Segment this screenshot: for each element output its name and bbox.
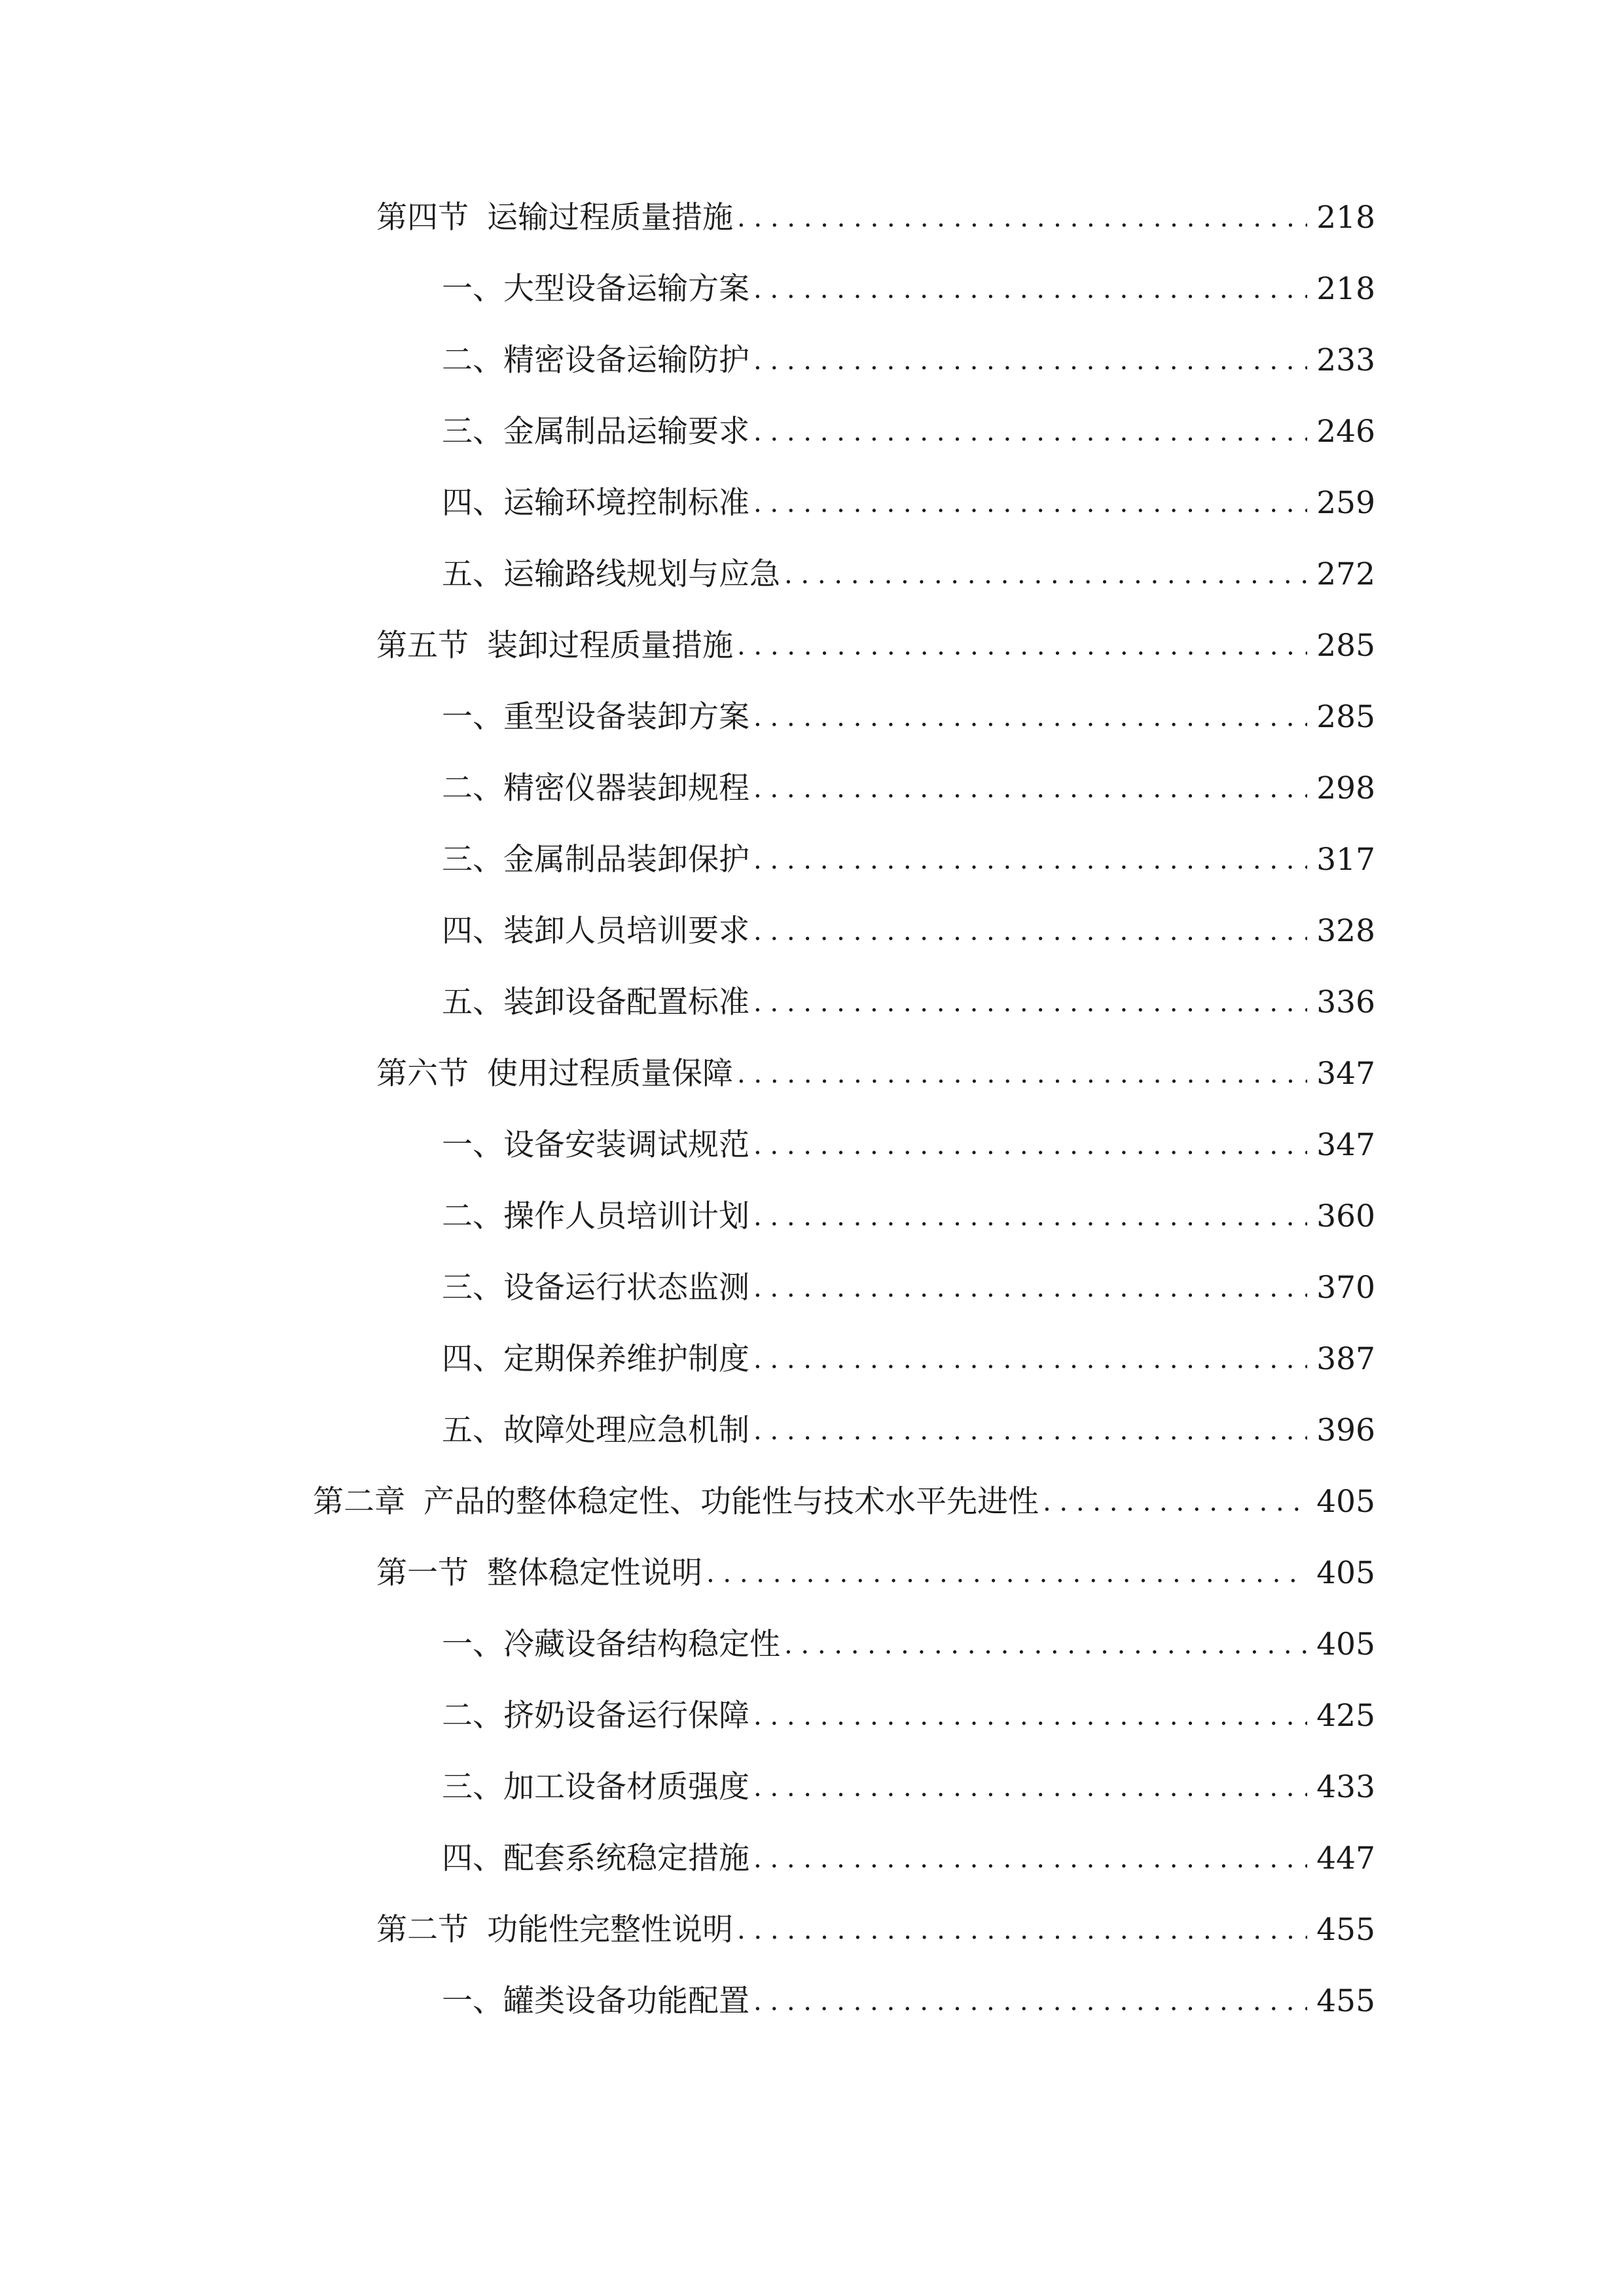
dot-leader <box>753 1405 1307 1457</box>
toc-page: 387 <box>1316 1341 1375 1377</box>
dot-leader <box>753 1262 1307 1314</box>
toc-number: 四、 <box>442 1341 503 1377</box>
toc-title: 金属制品装卸保护 <box>503 842 749 878</box>
toc-page: 233 <box>1316 342 1375 378</box>
toc-page: 370 <box>1316 1270 1375 1306</box>
toc-title: 整体稳定性说明 <box>487 1555 702 1591</box>
toc-number: 三、 <box>442 1270 503 1306</box>
toc-number: 一、 <box>442 1983 503 2019</box>
toc-title: 定期保养维护制度 <box>503 1341 749 1377</box>
dot-leader <box>753 905 1307 958</box>
toc-number: 二、 <box>442 1698 503 1734</box>
dot-leader <box>737 1048 1307 1100</box>
toc-number: 五、 <box>442 984 503 1020</box>
toc-page: 336 <box>1316 984 1375 1020</box>
toc-number: 一、 <box>442 699 503 735</box>
toc-entry[interactable] <box>442 1619 1375 1671</box>
toc-title: 设备安装调试规范 <box>503 1127 749 1163</box>
dot-leader <box>753 1191 1307 1243</box>
toc-number: 二、 <box>442 1198 503 1234</box>
dot-leader <box>753 1975 1307 2028</box>
dot-leader <box>737 1904 1307 1956</box>
toc-title: 大型设备运输方案 <box>503 271 749 307</box>
dot-leader <box>753 1333 1307 1386</box>
dot-leader <box>753 334 1307 387</box>
toc-entry[interactable] <box>442 1833 1375 1885</box>
toc-title: 配套系统稳定措施 <box>503 1840 749 1876</box>
toc-page: 396 <box>1316 1412 1375 1448</box>
toc-page: 455 <box>1316 1912 1375 1948</box>
toc-entry[interactable] <box>442 406 1375 458</box>
toc-entry[interactable] <box>313 1476 1375 1528</box>
toc-entry[interactable] <box>376 1547 1375 1600</box>
toc-page: 405 <box>1316 1626 1375 1662</box>
toc-entry[interactable] <box>442 477 1375 529</box>
toc-page: 447 <box>1316 1840 1375 1876</box>
toc-title: 装卸过程质量措施 <box>487 628 733 664</box>
toc-title: 产品的整体稳定性、功能性与技术水平先进性 <box>424 1484 1039 1520</box>
toc-entry[interactable] <box>442 905 1375 958</box>
toc-entry[interactable] <box>442 1761 1375 1814</box>
toc-entry[interactable] <box>376 1048 1375 1100</box>
toc-number: 第五节 <box>376 628 469 664</box>
dot-leader <box>737 620 1307 672</box>
toc-page: 285 <box>1316 699 1375 735</box>
toc-title: 运输过程质量措施 <box>487 200 733 236</box>
dot-leader <box>753 762 1307 815</box>
toc-number: 一、 <box>442 1626 503 1662</box>
toc-page: 360 <box>1316 1198 1375 1234</box>
toc-title: 挤奶设备运行保障 <box>503 1698 749 1734</box>
dot-leader <box>753 1833 1307 1885</box>
toc-entry[interactable] <box>442 977 1375 1029</box>
toc-entry[interactable] <box>442 1262 1375 1314</box>
dot-leader <box>1043 1476 1307 1528</box>
toc-entry[interactable] <box>442 1690 1375 1742</box>
toc-entry[interactable] <box>442 1405 1375 1457</box>
toc-number: 第一节 <box>376 1555 469 1591</box>
toc-title: 运输路线规划与应急 <box>503 556 780 592</box>
dot-leader <box>753 834 1307 886</box>
toc-page: 347 <box>1316 1127 1375 1163</box>
toc-entry[interactable] <box>376 1904 1375 1956</box>
toc-title: 精密仪器装卸规程 <box>503 770 749 806</box>
toc-entry[interactable] <box>442 334 1375 387</box>
toc-title: 冷藏设备结构稳定性 <box>503 1626 780 1662</box>
toc-number: 一、 <box>442 271 503 307</box>
toc-page: 272 <box>1316 556 1375 592</box>
dot-leader <box>753 1119 1307 1172</box>
toc-title: 罐类设备功能配置 <box>503 1983 749 2019</box>
toc-entry[interactable] <box>442 1119 1375 1172</box>
dot-leader <box>753 691 1307 744</box>
dot-leader <box>784 1619 1307 1671</box>
toc-entry[interactable] <box>442 762 1375 815</box>
toc-page: 317 <box>1316 842 1375 878</box>
toc-entry[interactable] <box>442 834 1375 886</box>
toc-title: 精密设备运输防护 <box>503 342 749 378</box>
toc-title: 装卸人员培训要求 <box>503 913 749 949</box>
toc-number: 四、 <box>442 913 503 949</box>
toc-entry[interactable] <box>442 548 1375 601</box>
toc-title: 装卸设备配置标准 <box>503 984 749 1020</box>
toc-number: 四、 <box>442 485 503 521</box>
dot-leader <box>737 192 1307 244</box>
toc-number: 五、 <box>442 1412 503 1448</box>
toc-number: 第二节 <box>376 1912 469 1948</box>
dot-leader <box>753 477 1307 529</box>
toc-entry[interactable] <box>442 1191 1375 1243</box>
toc-page: 246 <box>1316 414 1375 450</box>
toc-number: 第四节 <box>376 200 469 236</box>
toc-title: 加工设备材质强度 <box>503 1769 749 1805</box>
toc-entry[interactable] <box>442 1333 1375 1386</box>
toc-number: 二、 <box>442 342 503 378</box>
toc-page: 405 <box>1316 1484 1375 1520</box>
toc-page: 433 <box>1316 1769 1375 1805</box>
toc-entry[interactable] <box>442 691 1375 744</box>
toc-title: 功能性完整性说明 <box>487 1912 733 1948</box>
toc-page: 347 <box>1316 1056 1375 1092</box>
dot-leader <box>753 1761 1307 1814</box>
toc-entry[interactable] <box>376 192 1375 244</box>
toc-page: 405 <box>1316 1555 1375 1591</box>
toc-title: 金属制品运输要求 <box>503 414 749 450</box>
toc-title: 设备运行状态监测 <box>503 1270 749 1306</box>
toc-entry[interactable] <box>442 263 1375 315</box>
toc-page: 218 <box>1316 271 1375 307</box>
toc-number: 三、 <box>442 842 503 878</box>
toc-entry[interactable] <box>442 1975 1375 2028</box>
toc-number: 三、 <box>442 414 503 450</box>
toc-number: 第六节 <box>376 1056 469 1092</box>
toc-title: 使用过程质量保障 <box>487 1056 733 1092</box>
toc-page: 285 <box>1316 628 1375 664</box>
toc-page: 259 <box>1316 485 1375 521</box>
toc-page: 298 <box>1316 770 1375 806</box>
toc-page: 425 <box>1316 1698 1375 1734</box>
dot-leader <box>753 1690 1307 1742</box>
toc-number: 三、 <box>442 1769 503 1805</box>
toc-title: 重型设备装卸方案 <box>503 699 749 735</box>
toc-page: 218 <box>1316 200 1375 236</box>
toc-title: 运输环境控制标准 <box>503 485 749 521</box>
dot-leader <box>753 977 1307 1029</box>
dot-leader <box>753 263 1307 315</box>
toc-title: 故障处理应急机制 <box>503 1412 749 1448</box>
dot-leader <box>706 1547 1307 1600</box>
toc-title: 操作人员培训计划 <box>503 1198 749 1234</box>
toc-page: 328 <box>1316 913 1375 949</box>
toc-number: 四、 <box>442 1840 503 1876</box>
toc-number: 一、 <box>442 1127 503 1163</box>
toc-number: 第二章 <box>313 1484 405 1520</box>
dot-leader <box>753 406 1307 458</box>
toc-page: 455 <box>1316 1983 1375 2019</box>
dot-leader <box>784 548 1307 601</box>
toc-number: 五、 <box>442 556 503 592</box>
toc-entry[interactable] <box>376 620 1375 672</box>
toc-number: 二、 <box>442 770 503 806</box>
